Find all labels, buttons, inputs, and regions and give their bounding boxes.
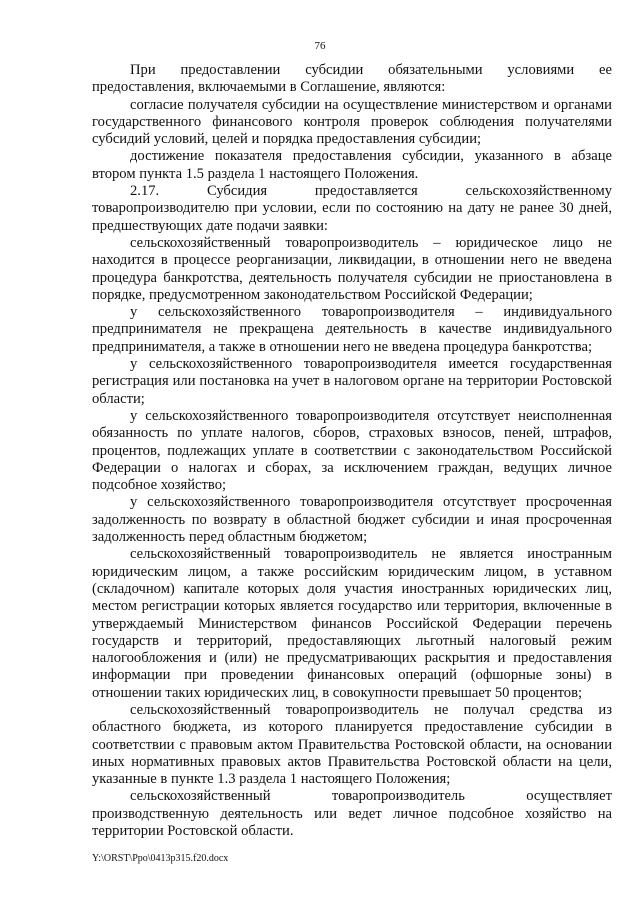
paragraph-consent: согласие получателя субсидии на осуществление министерством и органами государственного финансового контроля проверок соблюдения получателями субсидий условий, целей и порядка предоставления субсидии;	[92, 96, 612, 148]
paragraph-overdue-debt: у сельскохозяйственного товаропроизводителя отсутствует просроченная задолженность по возврату в областной бюджет субсидии и иная просроченная задолженность перед областным бюджетом;	[92, 494, 612, 546]
footer-file-path: Y:\ORST\Ppo\0413p315.f20.docx	[92, 853, 229, 864]
paragraph-foreign-entity: сельскохозяйственный товаропроизводитель не является иностранным юридическим лицом, а также российским юридическим лицом, в уставном (складочном) капитале которых доля участия иностранных юридических лиц, местом регистрации которых является государство или территория, включенные в утверждаемый Министерством финансов Российской Федерации перечень государств и территорий, предоставляющих льготный налоговый режим налогообложения и (или) не предусматривающих раскрытия и предоставления информации при проведении финансовых операций (офшорные зоны) в отношении таких юридических лиц, в совокупности превышает 50 процентов;	[92, 546, 612, 701]
paragraph-individual-entrepreneur: у сельскохозяйственного товаропроизводителя – индивидуального предпринимателя не прекращена деятельность в качестве индивидуального предпринимателя, а также в отношении него не введена процедура банкротства;	[92, 304, 612, 355]
paragraph-conditions-intro: При предоставлении субсидии обязательными условиями ее предоставления, включаемыми в Соглашение, являются:	[92, 62, 612, 96]
paragraph-tax-obligations: у сельскохозяйственного товаропроизводителя отсутствует неисполненная обязанность по уплате налогов, сборов, страховых взносов, пеней, штрафов, процентов, подлежащих уплате в соответствии с законодательством Российской Федерации о налогах и сборах, за исключением граждан, ведущих личное подсобное хозяйство;	[92, 407, 612, 494]
paragraph-no-other-funds: сельскохозяйственный товаропроизводитель не получал средства из областного бюджета, из которого планируется предоставление субсидии в соответствии с правовым актом Правительства Ростовской области, на основании иных нормативных правовых актов Правительства Ростовской области на цели, указанные в пункте 1.3 раздела 1 настоящего Положения;	[92, 701, 612, 788]
paragraph-legal-entity: сельскохозяйственный товаропроизводитель – юридическое лицо не находится в процессе реорганизации, ликвидации, в отношении него не введена процедура банкротства, деятельность получателя субсидии не приостановлена в порядке, предусмотренном законодательством Российской Федерации;	[92, 234, 612, 303]
paragraph-indicator: достижение показателя предоставления субсидии, указанного в абзаце втором пункта 1.5 раздела 1 настоящего Положения.	[92, 148, 612, 182]
paragraph-2-17: 2.17. Субсидия предоставляется сельскохозяйственному товаропроизводителю при условии, если по состоянию на дату не ранее 30 дней, предшествующих дате подачи заявки:	[92, 183, 612, 234]
document-body	[92, 62, 612, 840]
paragraph-registration: у сельскохозяйственного товаропроизводителя имеется государственная регистрация или постановка на учет в налоговом органе на территории Ростовской области;	[92, 356, 612, 407]
page-number: 76	[314, 40, 326, 52]
paragraph-activity-territory: сельскохозяйственный товаропроизводитель осуществляет производственную деятельность или ведет личное подсобное хозяйство на территории Ростовской области.	[92, 788, 612, 840]
